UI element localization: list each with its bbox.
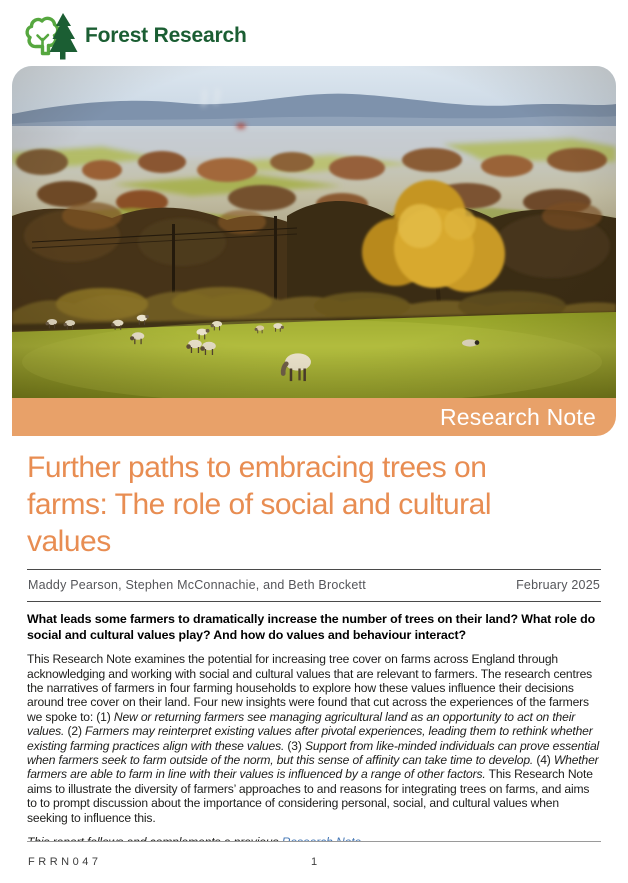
landscape-photo (12, 66, 616, 398)
report-reference: FRRN047 (28, 856, 102, 868)
forest-research-logo (22, 11, 247, 61)
banner-label: Research Note (439, 403, 596, 430)
page-title: Further paths to embracing trees on farms: The role of social and cultural values (27, 451, 492, 558)
brand-name: Forest Research (85, 23, 247, 47)
byline (27, 570, 601, 601)
authors: Maddy Pearson, Stephen McConnachie, and Beth Brockett (28, 578, 366, 592)
abstract: This Research Note examines the potential for increasing tree cover on farms across England through acknowledging and working with social and cultural values that are relevant to farmers. The research centres the narratives of farmers in four farming households to explore how these values influence their decisions around tree cover on their land. Four new insights were found that cut across the experiences of the farmers we spoke to: (1) New or returning farmers see managing agricultural land as an opportunity to act on their values. (2) Farmers may reinterpret existing values after pivotal experiences, leading them to rethink whether existing farming practices align with these values. (3) Support from like-minded individuals can prove essential when farmers seek to farm outside of the norm, but this sense of affinity can take time to develop. (4) Whether farmers are able to farm in line with their values is influenced by a range of other factors. This Research Note aims to illustrate the diversity of farmers’ approaches to and reasons for integrating trees on farms, and aims to to prompt discussion about the importance of considering personal, social, and cultural values when seeking to influence this. (27, 652, 600, 825)
divider-bottom (27, 601, 601, 602)
publication-date: February 2025 (516, 578, 600, 592)
landscape-illustration (12, 66, 616, 398)
lead-question: What leads some farmers to dramatically increase the number of trees on their land? What role do social and cultural values play? And how do values and behaviour interact? (27, 612, 596, 642)
page-number: 1 (310, 856, 318, 868)
page-footer (27, 841, 601, 883)
page-header (0, 0, 628, 60)
photo-vignette (12, 66, 616, 398)
trees-logo-icon (22, 11, 78, 61)
research-note-banner (12, 398, 616, 436)
main-content (27, 449, 601, 849)
